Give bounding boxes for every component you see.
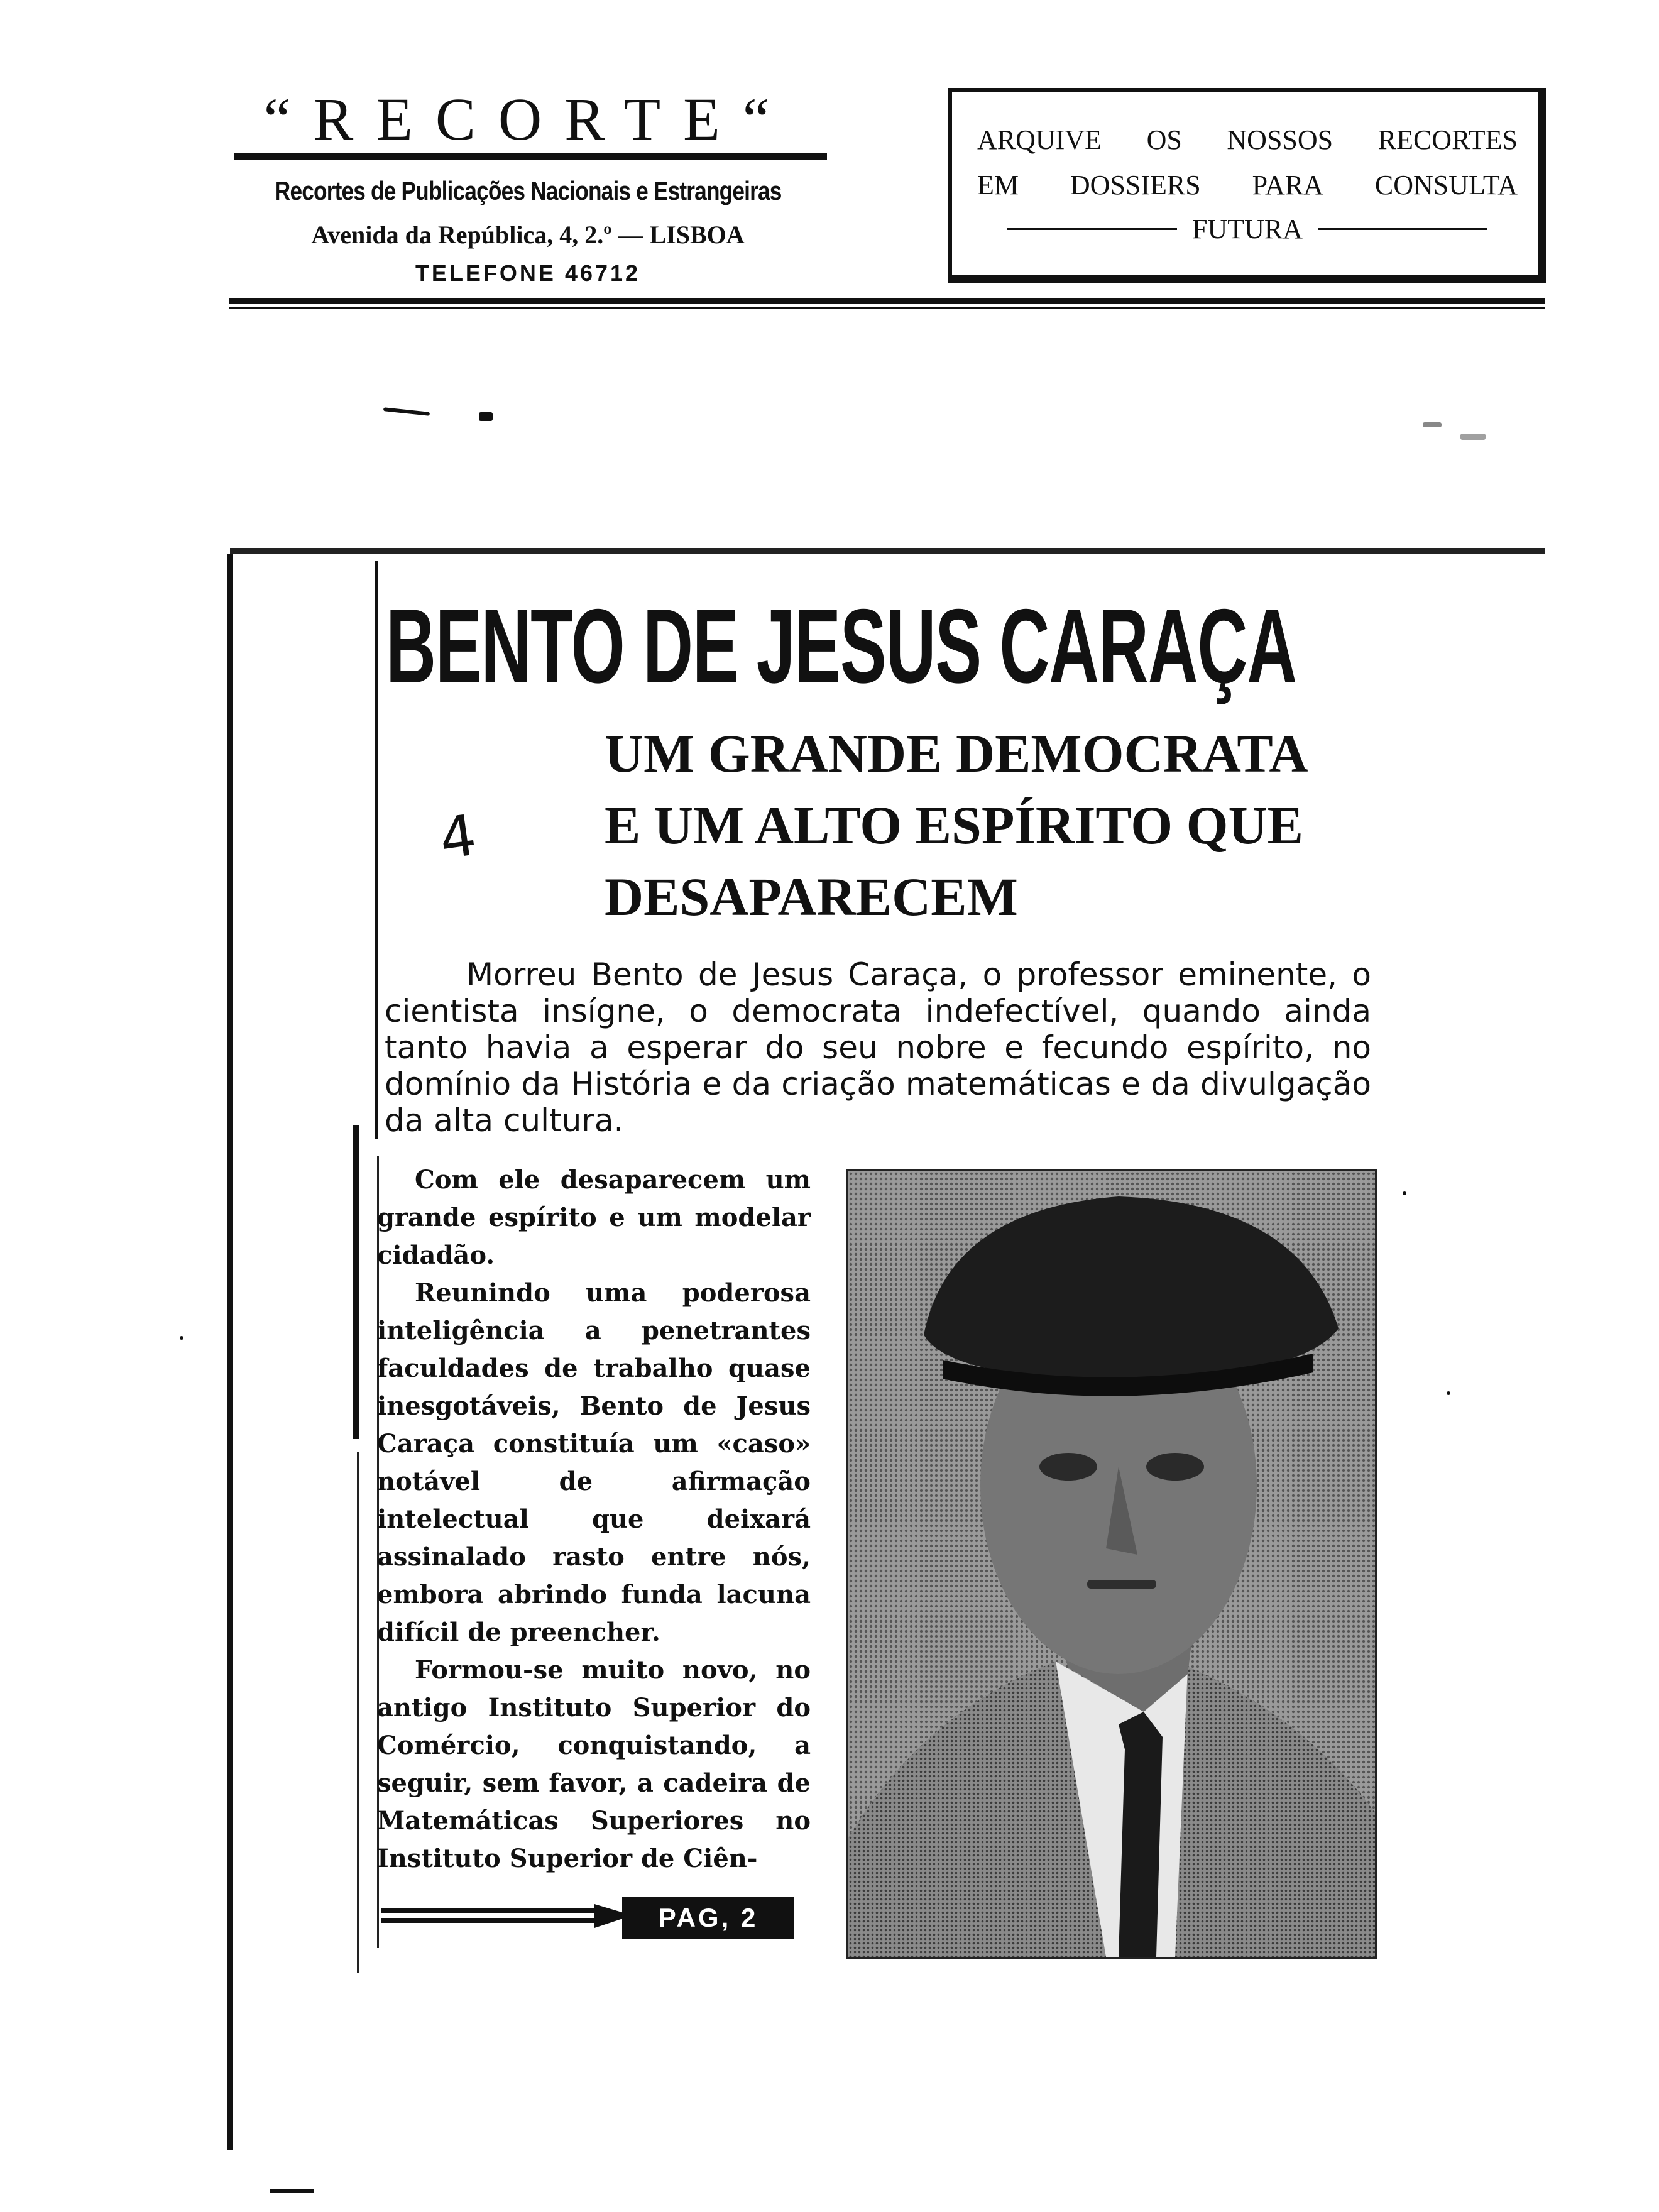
archive-notice-box [948,88,1546,283]
publisher-subtitle: Recortes de Publicações Nacionais e Estrangeiras [274,176,782,205]
notice-line-3: FUTURA [977,213,1518,245]
portrait-illustration [848,1171,1375,1957]
article-subheadline [605,718,1371,933]
subhead-line: UM GRANDE DEMOCRATA [605,723,1308,784]
publisher-address: Avenida da República, 4, 2.º — LISBOA [311,221,745,249]
subhead-line: E UM ALTO ESPÍRITO QUE [605,795,1303,855]
notice-dash-left [1007,228,1177,230]
continued-page-label: PAG, 2 [622,1897,794,1939]
publisher-brand [226,85,830,153]
column-margin-bar [353,1125,359,1439]
scan-mark [270,2189,314,2193]
scan-speck [1447,1391,1450,1395]
article-body-column [377,1161,811,1878]
handwritten-number: 4 [435,802,481,873]
clipping-left-edge [227,554,233,2150]
scan-speck [180,1336,183,1340]
brand-title: “RECORTE“ [263,85,792,153]
subhead-line: DESAPARECEM [605,867,1018,927]
article-lead-paragraph: Morreu Bento de Jesus Caraça, o professor eminente, o cientista insígne, o democrata indefectível, quando ainda tanto havia a esperar do seu nobre e fecundo espírito, no domínio da História e da criação matemáticas e da divulgação da alta cultura. [385,956,1371,1139]
scan-speck [1460,434,1486,440]
publisher-phone: TELEFONE 46712 [415,260,641,286]
notice-dash-right [1318,228,1487,230]
scan-speck [383,407,430,416]
body-paragraph: Formou-se muito novo, no antigo Instituto Superior do Comércio, conquistando, a seguir, sem favor, a cadeira de Matemáticas Superiores no Instituto Superior de Ciên- [377,1655,811,1873]
header-rule-thin [229,307,1545,309]
body-paragraph: Com ele desaparecem um grande espírito e um modelar cidadão. [377,1165,811,1270]
notice-line-2: EM DOSSIERS PARA CONSULTA [977,170,1518,200]
scan-speck [479,412,493,421]
article-left-rule [375,561,378,1139]
portrait-photo [846,1169,1377,1959]
notice-line-1: ARQUIVE OS NOSSOS RECORTES [977,124,1518,155]
continued-arrow-icon [381,1904,632,1929]
scan-speck [1403,1191,1406,1195]
article-top-rule [230,548,1545,554]
scan-speck [1423,422,1442,427]
brand-underline [234,153,827,160]
body-paragraph: Reunindo uma poderosa inteligência a penetrantes faculdades de trabalho quase inesgotáveis, Bento de Jesus Caraça constituía um «caso» notável de afirmação intelectual que deixará assinalado rasto entre nós, embora abrindo funda lacuna difícil de preencher. [377,1278,811,1647]
column-margin-bar-lower [357,1452,359,1973]
article-headline: BENTO DE JESUS CARAÇA [386,587,1296,705]
header-rule-thick [229,298,1545,304]
